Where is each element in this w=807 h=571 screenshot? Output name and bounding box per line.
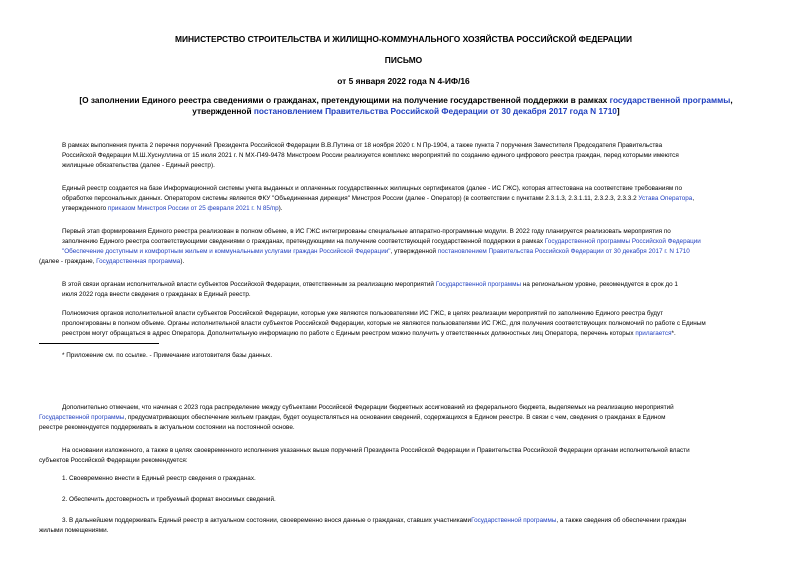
paragraph-line: Российской Федерации М.Ш.Хуснуллина от 15 июля 2021 г. N МХ-П49-9478 Минстроем России реализуется комплекс мероприятий по созданию единого цифрового реестра граждан, перед которыми имеются [62, 151, 679, 159]
paragraph-5 [39, 309, 771, 339]
document-type: ПИСЬМО [384, 55, 423, 65]
paragraph-text: 3. В дальнейшем поддерживать Единый реестр в актуальном состоянии, своевременно внося данные о гражданах, ставших участниками [62, 517, 472, 524]
resolution-link[interactable]: постановлением Правительства Российской Федерации от 30 декабря 2017 г. N 1710 [437, 247, 690, 255]
paragraph-text: , [692, 194, 695, 202]
paragraph-text: , предусматривающих обеспечение жильем граждан, будет осуществляться на основании сведений, содержащихся в Едином реестре. В связи с чем, сведения о гражданах в Едином [124, 413, 666, 421]
state-program-link[interactable]: Государственная программа [96, 257, 181, 265]
paragraph-line: июля 2022 года внести сведения о гражданах в Единый реестр. [62, 290, 251, 298]
paragraph-line [39, 247, 771, 257]
paragraph-line [39, 194, 771, 204]
paragraph-7 [39, 446, 771, 466]
state-program-link[interactable]: Государственной программы [435, 281, 522, 288]
paragraph-text: , а также сведения об обеспечении граждан [556, 517, 687, 524]
paragraph-line: В рамках выполнения пункта 2 перечня поручений Президента Российской Федерации В.В.Путина от 18 ноября 2020 г. N Пр-1904, а также пункта 7 поручения Заместителя Председателя Правительства [62, 142, 663, 149]
paragraph-line: реестре рекомендуется поддерживать в актуальном состоянии на постоянной основе. [39, 423, 295, 431]
paragraph-line: жилищные обязательства (далее - Единый реестр). [62, 161, 215, 169]
recommendation-item-2: 2. Обеспечить достоверность и требуемый формат вносимых сведений. [62, 496, 276, 503]
paragraph-text: В этой связи органам исполнительной власти субъектов Российской Федерации, ответственным за реализацию мероприятий [62, 281, 436, 288]
paragraph-text: ). [278, 204, 283, 212]
operator-charter-link[interactable]: Устава Оператора [638, 194, 693, 202]
paragraph-line: Первый этап формирования Единого реестра реализован в полном объеме, в ИС ГЖС интегрированы специальные аппаратно-программные модули. В 2022 году планируется реализовать мероприятия по [62, 228, 671, 235]
paragraph-3 [39, 227, 771, 267]
title-text: , [730, 95, 733, 105]
state-program-link[interactable]: государственной программы [609, 95, 731, 105]
paragraph-2 [39, 184, 771, 214]
paragraph-text: *. [671, 329, 676, 337]
paragraph-text: заполнению Единого реестра соответствующими сведениями о гражданах, претендующими на получение соответствующей государственной поддержки в рамках [62, 237, 545, 245]
paragraph-line: субъектов Российской Федерации рекомендуется: [39, 456, 188, 464]
paragraph-line [39, 413, 771, 423]
paragraph-text: утвержденного [62, 204, 108, 212]
footnote: * Приложение см. по ссылке. - Примечание изготовителя базы данных. [62, 352, 273, 359]
paragraph-line [39, 204, 771, 214]
paragraph-6 [39, 403, 771, 433]
paragraph-line: На основании изложенного, а также в целях своевременного исполнения указанных выше поручений Президента Российской Федерации и Правительства Российской Федерации органам исполнительной власти [62, 447, 690, 454]
paragraph-text: ). [180, 257, 185, 265]
paragraph-line: Полномочия органов исполнительной власти субъектов Российской Федерации, которые уже являются пользователями ИС ГЖС, в целях реализации мероприятий по заполнению Единого реестра будут [62, 310, 664, 317]
paragraph-line [39, 257, 771, 267]
recommendation-item-3 [39, 516, 771, 536]
paragraph-line [39, 516, 771, 526]
document-date-number: от 5 января 2022 года N 4-ИФ/16 [337, 76, 470, 86]
paragraph-line: Дополнительно отмечаем, что начиная с 2023 года распределение между субъектами Российской Федерации бюджетных ассигнований из федерального бюджета, выделяемых на реализацию мероприятий [62, 404, 674, 411]
state-program-link[interactable]: Государственной программы Российской Федерации [544, 237, 701, 245]
state-program-link[interactable]: Государственной программы [39, 413, 125, 421]
paragraph-text: на региональном уровне, рекомендуется в срок до 1 [521, 281, 678, 288]
ministry-order-link[interactable]: приказом Минстроя России от 25 февраля 2021 г. N 85/пр [107, 204, 279, 212]
paragraph-line: жилыми помещениями. [39, 526, 109, 534]
resolution-link[interactable]: постановлением Правительства Российской Федерации от 30 декабря 2017 года N 1710 [253, 106, 617, 116]
recommendation-item-1: 1. Своевременно внести в Единый реестр сведения о гражданах. [62, 475, 256, 482]
paragraph-line: пролонгированы в полном объеме. Органы исполнительной власти субъектов Российской Федерации, которые не являются пользователями ИС ГЖС, для получения соответствующих полномочий по работе с Единым [62, 319, 706, 327]
footnote-divider [39, 343, 159, 344]
title-text: утвержденной [192, 106, 254, 116]
state-program-name-link[interactable]: "Обеспечение доступным и комфортным жильем и коммунальными услугами граждан Российской Федерации" [62, 247, 391, 255]
paragraph-line [39, 280, 771, 290]
ministry-heading: МИНИСТЕРСТВО СТРОИТЕЛЬСТВА И ЖИЛИЩНО-КОММУНАЛЬНОГО ХОЗЯЙСТВА РОССИЙСКОЙ ФЕДЕРАЦИИ [175, 34, 632, 44]
paragraph-line: Единый реестр создается на базе Информационной системы учета выданных и оплаченных государственных жилищных сертификатов (далее - ИС ГЖС), которая аттестована на соответствие требованиям по [62, 185, 682, 192]
paragraph-line [39, 329, 771, 339]
paragraph-text: (далее - граждане, [39, 257, 97, 265]
document-title [56, 95, 756, 117]
paragraph-1 [39, 141, 771, 171]
paragraph-text: , утвержденной [390, 247, 438, 255]
title-text: [О заполнении Единого реестра сведениями о гражданах, претендующими на получение государственной поддержки в рамках [79, 95, 610, 105]
paragraph-text: реестром могут обращаться в адрес Оператора. Дополнительную информацию по работе с Единым реестром можно получить у ответственных должностных лиц Оператора, перечень которых [62, 329, 636, 337]
state-program-link[interactable]: Государственной программы [471, 517, 557, 524]
paragraph-4 [39, 280, 771, 300]
attachment-link[interactable]: прилагается [635, 329, 672, 337]
paragraph-text: обработке персональных данных. Оператором системы является ФКУ "Объединенная дирекция" Минстроя России (далее - Оператор) (в соответствии с пунктами 2.3.1.3, 2.3.1.11, 2.3.2.3, 2.3.3.2 [62, 194, 639, 202]
title-text: ] [616, 106, 620, 116]
paragraph-line [39, 237, 771, 247]
